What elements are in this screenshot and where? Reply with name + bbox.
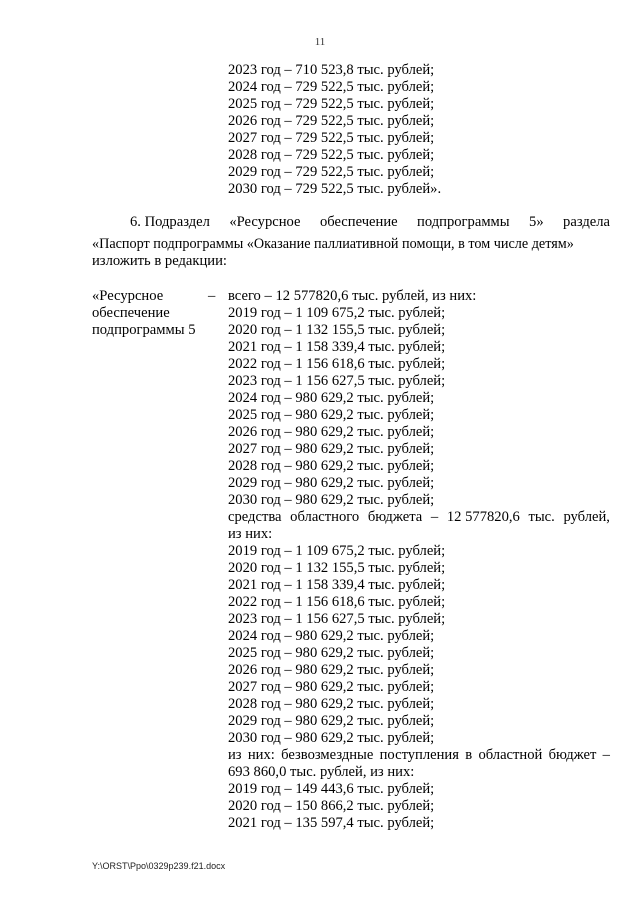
table-values <box>228 288 610 832</box>
word: в <box>465 747 473 763</box>
word: них: <box>247 747 275 763</box>
list-item: 2020 год – 1 132 155,5 тыс. рублей; <box>228 322 446 338</box>
word: обеспечение <box>319 214 398 230</box>
list-item: 2020 год – 150 866,2 тыс. рублей; <box>228 798 435 814</box>
word: из <box>228 747 242 763</box>
list-item: 2020 год – 1 132 155,5 тыс. рублей; <box>228 560 446 576</box>
list-item: 2023 год – 1 156 627,5 тыс. рублей; <box>228 611 446 627</box>
list-item: 2029 год – 729 522,5 тыс. рублей; <box>228 164 435 180</box>
label-line: «Ресурсное <box>92 288 164 304</box>
word: «Ресурсное <box>229 214 301 230</box>
paragraph-line-3: изложить в редакции: <box>92 253 227 269</box>
list-item: 2026 год – 980 629,2 тыс. рублей; <box>228 424 435 440</box>
word: поступления <box>379 747 459 763</box>
list-item: 2025 год – 729 522,5 тыс. рублей; <box>228 96 435 112</box>
word: 6. Подраздел <box>130 214 210 230</box>
list-item: 2029 год – 980 629,2 тыс. рублей; <box>228 713 435 729</box>
list-item: 2028 год – 980 629,2 тыс. рублей; <box>228 696 435 712</box>
label-line: подпрограммы 5 <box>92 322 196 338</box>
paragraph-line-2: «Паспорт подпрограммы «Оказание паллиативной помощи, в том числе детям» <box>92 236 574 252</box>
list-item: 2028 год – 729 522,5 тыс. рублей; <box>228 147 435 163</box>
footer-file-path: Y:\ORST\Ppo\0329p239.f21.docx <box>92 861 226 871</box>
word: тыс. <box>528 509 555 525</box>
table-dash: – <box>208 288 216 304</box>
paragraph-line-1 <box>130 214 610 231</box>
list-item: 2024 год – 980 629,2 тыс. рублей; <box>228 628 435 644</box>
word: – <box>602 747 610 763</box>
list-item: 2021 год – 135 597,4 тыс. рублей; <box>228 815 435 831</box>
list-item: 2023 год – 710 523,8 тыс. рублей; <box>228 62 435 78</box>
list-item: 2019 год – 1 109 675,2 тыс. рублей; <box>228 305 446 321</box>
list-item: 2021 год – 1 158 339,4 тыс. рублей; <box>228 577 446 593</box>
word: 5» <box>529 214 544 230</box>
list-item: 2024 год – 980 629,2 тыс. рублей; <box>228 390 435 406</box>
table-label <box>92 288 196 339</box>
total-line: всего – 12 577820,6 тыс. рублей, из них: <box>228 288 477 304</box>
list-item: 2027 год – 980 629,2 тыс. рублей; <box>228 679 435 695</box>
list-item: 2026 год – 729 522,5 тыс. рублей; <box>228 113 435 129</box>
page-number: 11 <box>314 36 326 48</box>
list-item: 2025 год – 980 629,2 тыс. рублей; <box>228 407 435 423</box>
grants-cont: 693 860,0 тыс. рублей, из них: <box>228 764 415 780</box>
word: областного <box>290 509 360 525</box>
top-year-list <box>228 62 441 198</box>
regional-budget-line <box>228 509 610 526</box>
word: средства <box>228 509 282 525</box>
grants-line <box>228 747 610 764</box>
regional-budget-cont: из них: <box>228 526 273 542</box>
word: бюджета <box>367 509 423 525</box>
word: областной <box>478 747 543 763</box>
list-item: 2021 год – 1 158 339,4 тыс. рублей; <box>228 339 446 355</box>
word: 12 577820,6 <box>446 509 520 525</box>
list-item: 2025 год – 980 629,2 тыс. рублей; <box>228 645 435 661</box>
list-item: 2028 год – 980 629,2 тыс. рублей; <box>228 458 435 474</box>
list-item: 2027 год – 980 629,2 тыс. рублей; <box>228 441 435 457</box>
list-item: 2022 год – 1 156 618,6 тыс. рублей; <box>228 356 446 372</box>
list-item: 2029 год – 980 629,2 тыс. рублей; <box>228 475 435 491</box>
list-item: 2019 год – 1 109 675,2 тыс. рублей; <box>228 543 446 559</box>
list-item: 2030 год – 980 629,2 тыс. рублей; <box>228 492 435 508</box>
list-item: 2024 год – 729 522,5 тыс. рублей; <box>228 79 435 95</box>
list-item: 2022 год – 1 156 618,6 тыс. рублей; <box>228 594 446 610</box>
word: безвозмездные <box>281 747 374 763</box>
word: подпрограммы <box>417 214 510 230</box>
list-item: 2023 год – 1 156 627,5 тыс. рублей; <box>228 373 446 389</box>
label-line: обеспечение <box>92 305 170 321</box>
list-item: 2030 год – 729 522,5 тыс. рублей». <box>228 181 442 197</box>
list-item: 2026 год – 980 629,2 тыс. рублей; <box>228 662 435 678</box>
list-item: 2027 год – 729 522,5 тыс. рублей; <box>228 130 435 146</box>
word: рублей, <box>563 509 610 525</box>
word: бюджет <box>548 747 597 763</box>
word: раздела <box>563 214 610 230</box>
list-item: 2030 год – 980 629,2 тыс. рублей; <box>228 730 435 746</box>
word: – <box>430 509 439 525</box>
list-item: 2019 год – 149 443,6 тыс. рублей; <box>228 781 435 797</box>
